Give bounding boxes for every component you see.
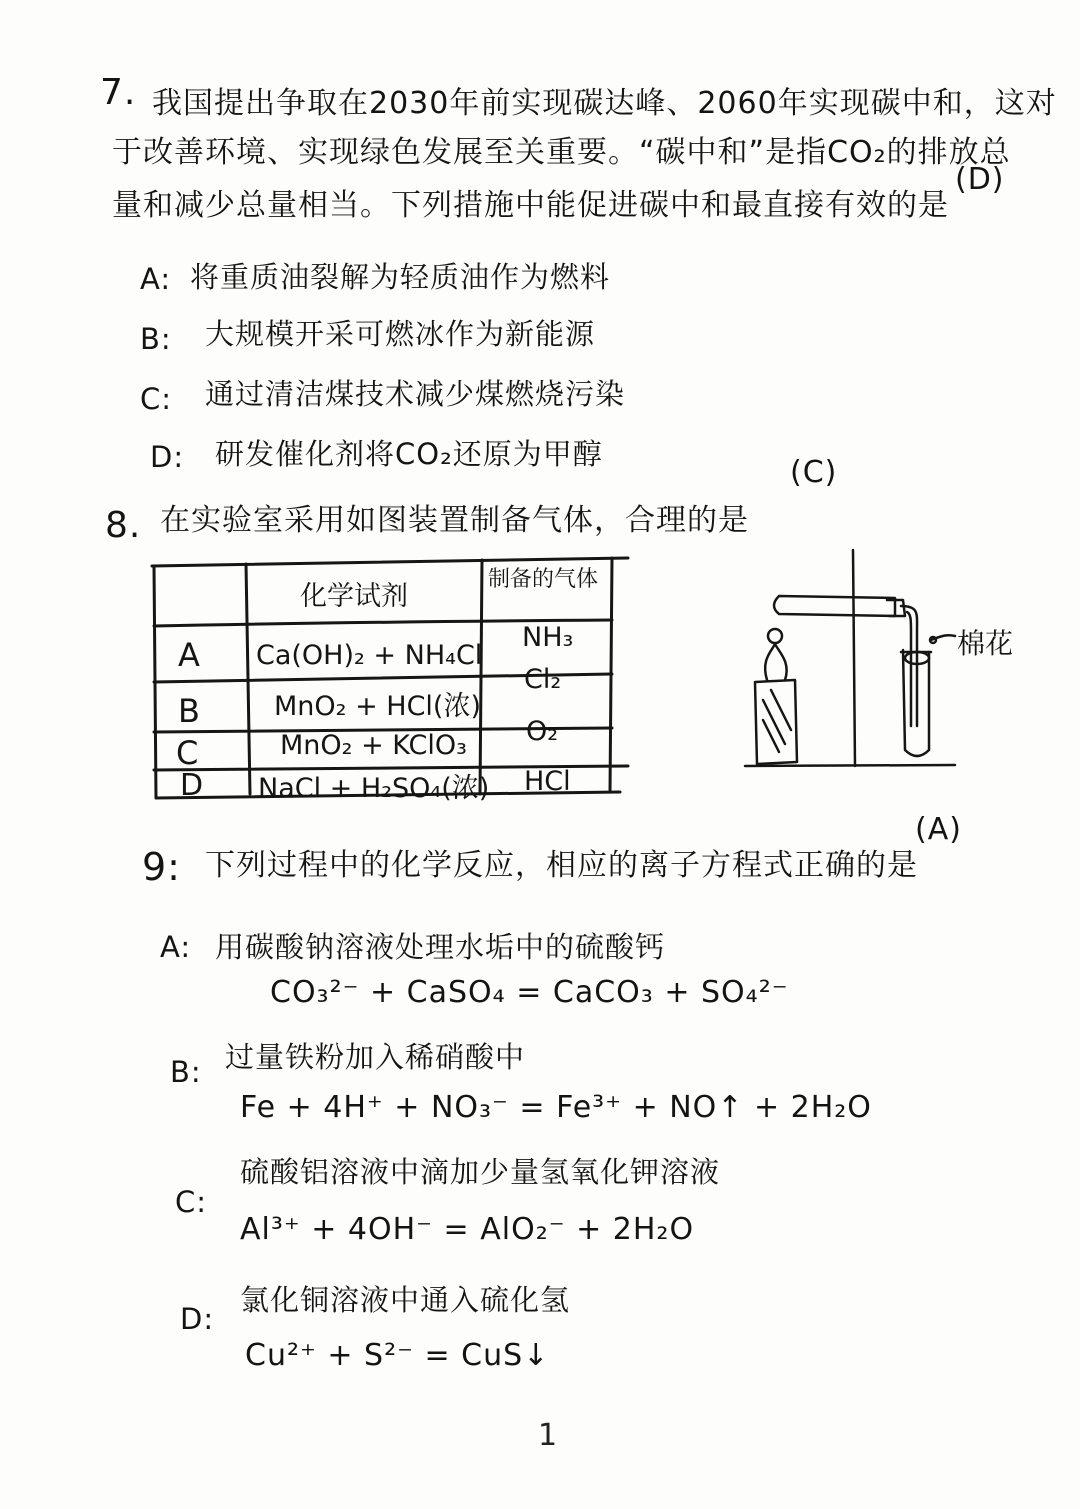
q9-option-d-label: D:: [180, 1302, 215, 1336]
table-row-b-reagent: MnO₂ + HCl(浓): [274, 691, 481, 722]
q9-option-b-equation: Fe + 4H⁺ + NO₃⁻ = Fe³⁺ + NO↑ + 2H₂O: [240, 1090, 872, 1125]
q9-option-c-text: 硫酸铝溶液中滴加少量氢氧化钾溶液: [240, 1155, 721, 1189]
table-row-c-reagent: MnO₂ + KClO₃: [280, 730, 467, 761]
table-row-c-label: C: [176, 734, 199, 772]
q9-option-c-equation: Al³⁺ + 4OH⁻ = AlO₂⁻ + 2H₂O: [240, 1212, 695, 1247]
table-row-b-gas: Cl₂: [524, 664, 562, 695]
table-row-a-reagent: Ca(OH)₂ + NH₄Cl: [256, 640, 483, 671]
q9-option-b-text: 过量铁粉加入稀硝酸中: [225, 1040, 526, 1074]
q9-option-d-text: 氯化铜溶液中通入硫化氢: [240, 1283, 571, 1317]
reagent-table: [150, 542, 630, 804]
q9-option-a-equation: CO₃²⁻ + CaSO₄ = CaCO₃ + SO₄²⁻: [270, 975, 789, 1010]
table-row-b-label: B: [178, 692, 200, 730]
table-row-c-gas: O₂: [526, 716, 559, 747]
table-row-a-label: A: [178, 636, 200, 674]
q8-stem: 在实验室采用如图装置制备气体，合理的是: [160, 503, 749, 538]
q7-answer: (D): [955, 162, 1005, 197]
table-row-d-gas: HCl: [524, 766, 571, 797]
q7-option-b-text: 大规模开采可燃冰作为新能源: [205, 317, 596, 351]
q9-option-b-label: B:: [170, 1055, 202, 1089]
q9-number: 9:: [142, 845, 181, 889]
q7-option-c-label: C:: [140, 382, 173, 416]
q9-option-d-equation: Cu²⁺ + S²⁻ = CuS↓: [245, 1338, 550, 1373]
q7-stem-line2: 于改善环境、实现绿色发展至关重要。“碳中和”是指CO₂的排放总: [112, 135, 1011, 170]
q8-number: 8.: [105, 505, 142, 546]
q9-stem: 下列过程中的化学反应，相应的离子方程式正确的是: [205, 848, 918, 883]
table-header-reagent: 化学试剂: [300, 581, 408, 612]
cotton-label: 棉花: [957, 627, 1014, 660]
q9-answer: (A): [915, 812, 962, 847]
q9-option-c-label: C:: [175, 1185, 208, 1219]
q7-option-c-text: 通过清洁煤技术减少煤燃烧污染: [205, 377, 626, 411]
q7-number: 7.: [100, 72, 137, 113]
q7-option-d-text: 研发催化剂将CO₂还原为甲醇: [215, 437, 603, 471]
q8-answer: (C): [790, 455, 838, 490]
q7-stem-line3: 量和减少总量相当。下列措施中能促进碳中和最直接有效的是: [112, 188, 949, 223]
q7-stem-line1: 我国提出争取在2030年前实现碳达峰、2060年实现碳中和，这对: [152, 86, 1057, 121]
q7-option-a-text: 将重质油裂解为轻质油作为燃料: [190, 260, 611, 294]
q9-option-a-text: 用碳酸钠溶液处理水垢中的硫酸钙: [215, 930, 666, 964]
q7-option-d-label: D:: [150, 440, 185, 474]
q7-option-b-label: B:: [140, 322, 172, 356]
table-row-d-label: D: [180, 768, 204, 803]
table-row-d-reagent: NaCl + H₂SO₄(浓): [258, 773, 490, 804]
table-row-a-gas: NH₃: [522, 622, 574, 653]
table-header-gas: 制备的气体: [488, 567, 599, 592]
page-number: 1: [538, 1418, 558, 1453]
q9-option-a-label: A:: [160, 930, 192, 964]
q7-option-a-label: A:: [140, 262, 172, 296]
apparatus-diagram: [735, 540, 1035, 780]
